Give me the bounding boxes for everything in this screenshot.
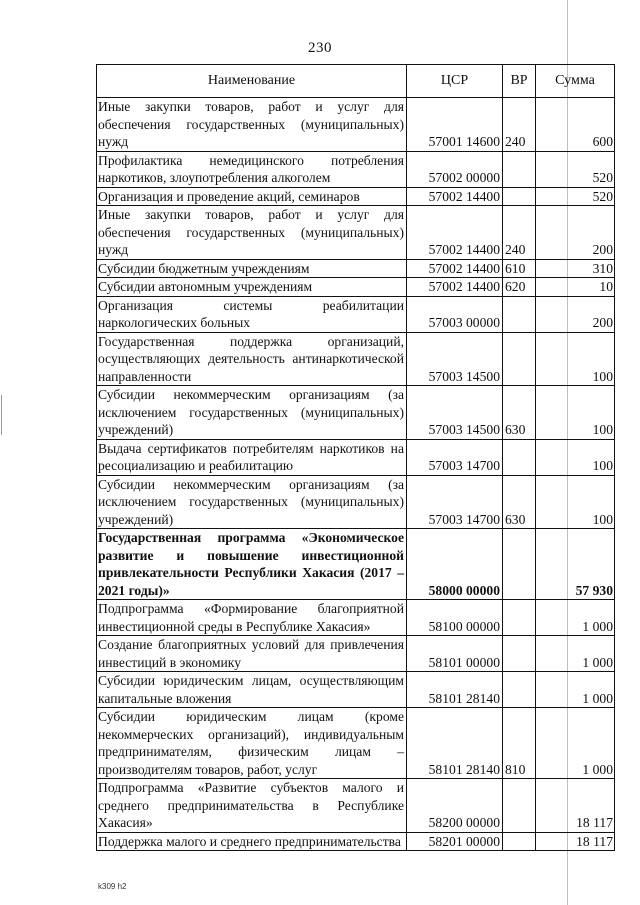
row-sum-cell: 57 930 xyxy=(536,529,615,600)
table-body xyxy=(97,98,615,851)
scan-margin-mark xyxy=(1,395,2,435)
row-sum-cell: 310 xyxy=(536,259,615,278)
table-row xyxy=(97,98,615,152)
table-row xyxy=(97,832,615,851)
table-row xyxy=(97,296,615,332)
table-row xyxy=(97,206,615,260)
row-name-cell: Субсидии юридическим лицам, осуществляющим капитальные вложения xyxy=(97,672,407,708)
row-csr-cell: 58000 00000 xyxy=(407,529,503,600)
row-csr-cell: 57002 14400 xyxy=(407,187,503,206)
row-vr-cell xyxy=(503,439,536,475)
table-row xyxy=(97,332,615,386)
table-row xyxy=(97,636,615,672)
row-vr-cell xyxy=(503,636,536,672)
row-name-cell: Иные закупки товаров, работ и услуг для обеспечения государственных (муниципальных) нужд xyxy=(97,206,407,260)
row-sum-cell: 200 xyxy=(536,206,615,260)
table-row xyxy=(97,708,615,779)
row-vr-cell xyxy=(503,332,536,386)
row-vr-cell: 240 xyxy=(503,206,536,260)
row-sum-cell: 1 000 xyxy=(536,600,615,636)
row-csr-cell: 58201 00000 xyxy=(407,832,503,851)
row-sum-cell: 10 xyxy=(536,278,615,297)
table-row xyxy=(97,529,615,600)
row-name-cell: Государственная поддержка организаций, осуществляющих деятельность антинаркотической направленности xyxy=(97,332,407,386)
row-name-cell: Государственная программа «Экономическое развитие и повышение инвестиционной привлекательности Республики Хакасия (2017 – 2021 годы)» xyxy=(97,529,407,600)
row-csr-cell: 57003 14500 xyxy=(407,386,503,440)
row-name-cell: Субсидии некоммерческим организациям (за исключением государственных (муниципальных) учреждений) xyxy=(97,386,407,440)
row-vr-cell: 630 xyxy=(503,475,536,529)
row-sum-cell: 1 000 xyxy=(536,636,615,672)
row-csr-cell: 57002 14400 xyxy=(407,259,503,278)
row-vr-cell: 810 xyxy=(503,708,536,779)
table-row xyxy=(97,475,615,529)
row-name-cell: Организация системы реабилитации наркологических больных xyxy=(97,296,407,332)
row-name-cell: Подпрограмма «Развитие субъектов малого и среднего предпринимательства в Республике Хакасия» xyxy=(97,779,407,833)
row-vr-cell xyxy=(503,779,536,833)
row-sum-cell: 600 xyxy=(536,98,615,152)
row-vr-cell xyxy=(503,832,536,851)
row-csr-cell: 57003 14500 xyxy=(407,332,503,386)
row-vr-cell xyxy=(503,187,536,206)
row-sum-cell: 1 000 xyxy=(536,708,615,779)
table-row xyxy=(97,151,615,187)
header-vr: ВР xyxy=(503,65,536,98)
table-row xyxy=(97,439,615,475)
header-csr: ЦСР xyxy=(407,65,503,98)
row-name-cell: Иные закупки товаров, работ и услуг для обеспечения государственных (муниципальных) нужд xyxy=(97,98,407,152)
table-row xyxy=(97,278,615,297)
row-name-cell: Создание благоприятных условий для привлечения инвестиций в экономику xyxy=(97,636,407,672)
row-sum-cell: 100 xyxy=(536,439,615,475)
row-vr-cell: 610 xyxy=(503,259,536,278)
row-vr-cell xyxy=(503,529,536,600)
footer-code: k309 h2 xyxy=(98,882,127,891)
header-sum: Сумма xyxy=(536,65,615,98)
row-sum-cell: 200 xyxy=(536,296,615,332)
budget-table xyxy=(96,64,615,851)
row-csr-cell: 58101 28140 xyxy=(407,672,503,708)
row-vr-cell xyxy=(503,296,536,332)
row-vr-cell: 630 xyxy=(503,386,536,440)
row-vr-cell xyxy=(503,151,536,187)
row-sum-cell: 100 xyxy=(536,475,615,529)
table-row xyxy=(97,600,615,636)
row-sum-cell: 1 000 xyxy=(536,672,615,708)
row-csr-cell: 58101 00000 xyxy=(407,636,503,672)
row-name-cell: Поддержка малого и среднего предпринимательства xyxy=(97,832,407,851)
table-row xyxy=(97,187,615,206)
row-sum-cell: 520 xyxy=(536,151,615,187)
row-name-cell: Профилактика немедицинского потребления наркотиков, злоупотребления алкоголем xyxy=(97,151,407,187)
table-row xyxy=(97,779,615,833)
row-vr-cell: 240 xyxy=(503,98,536,152)
row-name-cell: Субсидии бюджетным учреждениям xyxy=(97,259,407,278)
row-csr-cell: 58101 28140 xyxy=(407,708,503,779)
row-sum-cell: 520 xyxy=(536,187,615,206)
row-csr-cell: 57003 00000 xyxy=(407,296,503,332)
header-name: Наименование xyxy=(97,65,407,98)
row-csr-cell: 57002 00000 xyxy=(407,151,503,187)
table-header-row xyxy=(97,65,615,98)
row-vr-cell xyxy=(503,672,536,708)
row-sum-cell: 100 xyxy=(536,386,615,440)
row-sum-cell: 18 117 xyxy=(536,832,615,851)
row-name-cell: Выдача сертификатов потребителям наркотиков на ресоциализацию и реабилитацию xyxy=(97,439,407,475)
row-vr-cell: 620 xyxy=(503,278,536,297)
row-csr-cell: 57003 14700 xyxy=(407,475,503,529)
row-csr-cell: 58100 00000 xyxy=(407,600,503,636)
table-row xyxy=(97,259,615,278)
row-name-cell: Субсидии некоммерческим организациям (за исключением государственных (муниципальных) учреждений) xyxy=(97,475,407,529)
table-row xyxy=(97,386,615,440)
row-csr-cell: 57003 14700 xyxy=(407,439,503,475)
table-row xyxy=(97,672,615,708)
row-csr-cell: 57001 14600 xyxy=(407,98,503,152)
row-csr-cell: 57002 14400 xyxy=(407,206,503,260)
row-name-cell: Организация и проведение акций, семинаров xyxy=(97,187,407,206)
row-name-cell: Подпрограмма «Формирование благоприятной инвестиционной среды в Республике Хакасия» xyxy=(97,600,407,636)
row-name-cell: Субсидии юридическим лицам (кроме некоммерческих организаций), индивидуальным предпринимателям, физическим лицам – производителям товаров, работ, услуг xyxy=(97,708,407,779)
row-csr-cell: 57002 14400 xyxy=(407,278,503,297)
row-vr-cell xyxy=(503,600,536,636)
page-number: 230 xyxy=(308,40,332,56)
row-name-cell: Субсидии автономным учреждениям xyxy=(97,278,407,297)
row-csr-cell: 58200 00000 xyxy=(407,779,503,833)
row-sum-cell: 100 xyxy=(536,332,615,386)
row-sum-cell: 18 117 xyxy=(536,779,615,833)
